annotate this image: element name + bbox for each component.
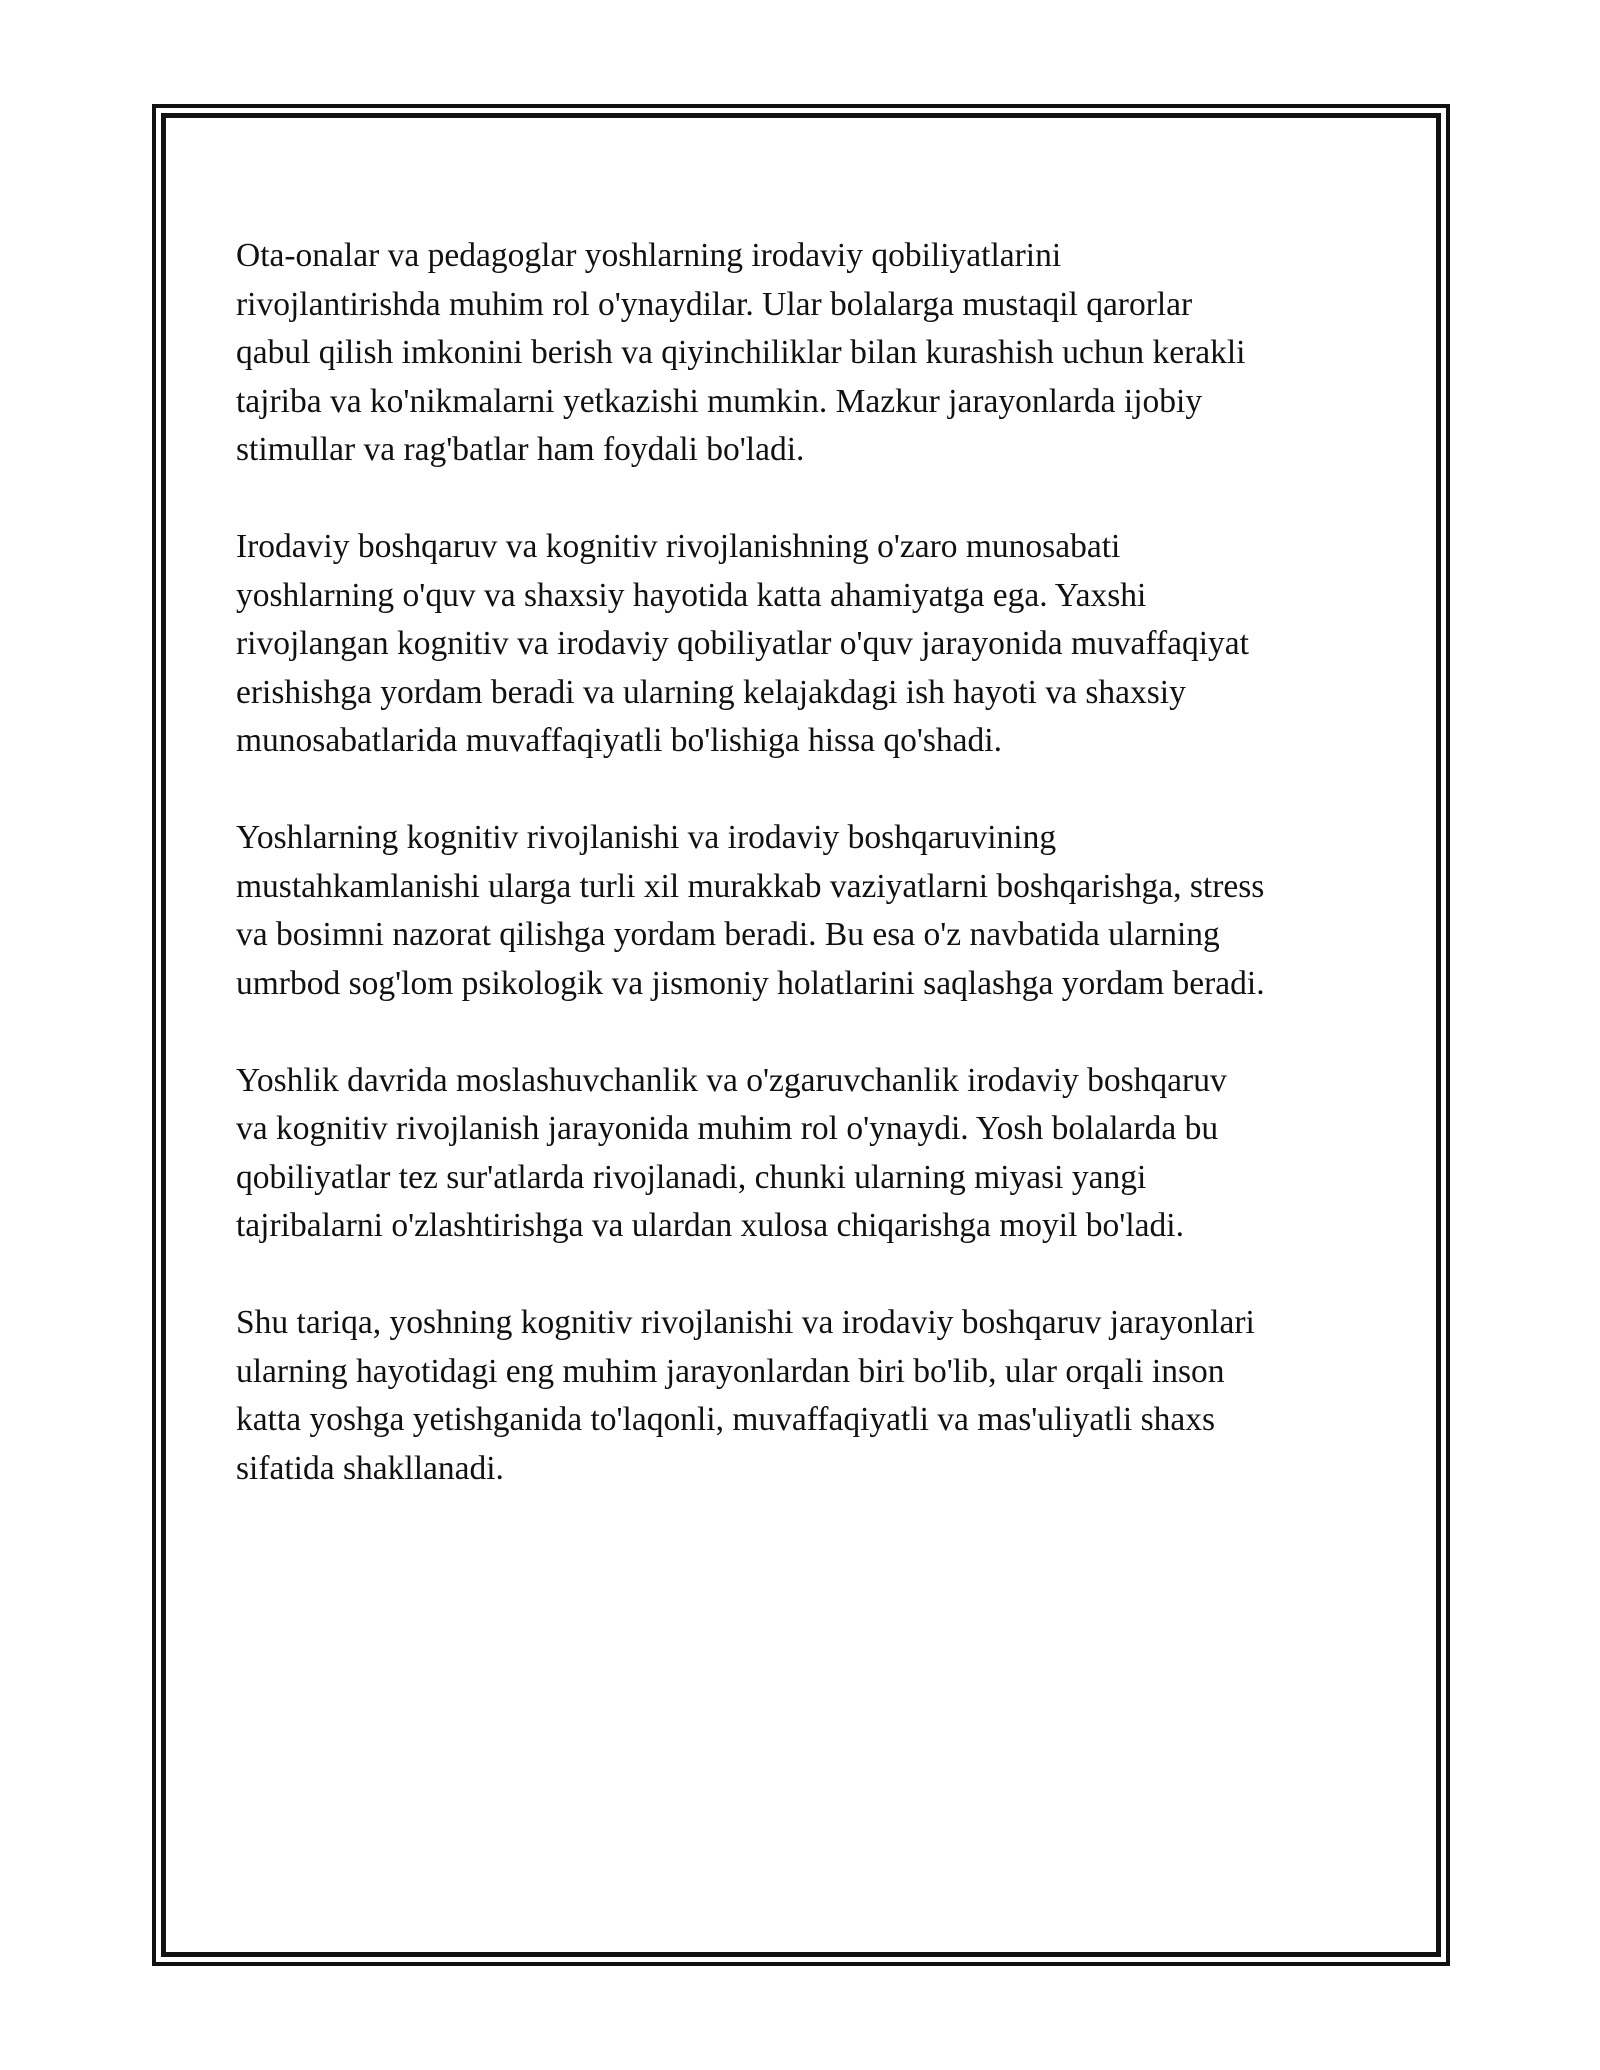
paragraph-line: Yoshlik davrida moslashuvchanlik va o'zgaruvchanlik irodaviy boshqaruv [236, 1061, 1227, 1099]
paragraph-line: rivojlantirishda muhim rol o'ynaydilar. Ular bolalarga mustaqil qarorlar [236, 285, 1193, 323]
paragraph-line: sifatida shakllanadi. [236, 1449, 504, 1487]
paragraph-line: Irodaviy boshqaruv va kognitiv rivojlanishning o'zaro munosabati [236, 528, 1121, 565]
paragraph-line: tajriba va ko'nikmalarni yetkazishi mumkin. Mazkur jarayonlarda ijobiy [236, 382, 1203, 420]
paragraph-line: erishishga yordam beradi va ularning kelajakdagi ish hayoti va shaxsiy [236, 673, 1186, 711]
paragraph-line: munosabatlarida muvaffaqiyatli bo'lishiga hissa qo'shadi. [236, 722, 1002, 759]
paragraph-3 [236, 814, 1386, 1008]
paragraph-1 [236, 232, 1386, 475]
document-body [236, 232, 1386, 1542]
paragraph-line: katta yoshga yetishganida to'laqonli, muvaffaqiyatli va mas'uliyatli shaxs [236, 1401, 1216, 1438]
paragraph-line: Ota-onalar va pedagoglar yoshlarning irodaviy qobiliyatlarini [236, 237, 1062, 274]
paragraph-line: Yoshlarning kognitiv rivojlanishi va irodaviy boshqaruvining [236, 819, 1057, 856]
paragraph-2 [236, 523, 1386, 766]
paragraph-line: va kognitiv rivojlanish jarayonida muhim rol o'ynaydi. Yosh bolalarda bu [236, 1110, 1219, 1147]
paragraph-line: qabul qilish imkonini berish va qiyinchiliklar bilan kurashish uchun kerakli [236, 334, 1246, 371]
paragraph-5 [236, 1299, 1386, 1493]
paragraph-line: tajribalarni o'zlashtirishga va ulardan xulosa chiqarishga moyil bo'ladi. [236, 1207, 1184, 1244]
paragraph-line: qobiliyatlar tez sur'atlarda rivojlanadi, chunki ularning miyasi yangi [236, 1158, 1147, 1196]
paragraph-line: stimullar va rag'batlar ham foydali bo'ladi. [236, 431, 805, 468]
paragraph-line: mustahkamlanishi ularga turli xil murakkab vaziyatlarni boshqarishga, stress [236, 867, 1265, 905]
paragraph-line: yoshlarning o'quv va shaxsiy hayotida katta ahamiyatga ega. Yaxshi [236, 576, 1147, 614]
paragraph-line: ularning hayotidagi eng muhim jarayonlardan biri bo'lib, ular orqali inson [236, 1352, 1225, 1390]
paragraph-line: umrbod sog'lom psikologik va jismoniy holatlarini saqlashga yordam beradi. [236, 964, 1265, 1002]
paragraph-line: Shu tariqa, yoshning kognitiv rivojlanishi va irodaviy boshqaruv jarayonlari [236, 1304, 1255, 1341]
paragraph-line: va bosimni nazorat qilishga yordam beradi. Bu esa o'z navbatida ularning [236, 916, 1220, 953]
paragraph-line: rivojlangan kognitiv va irodaviy qobiliyatlar o'quv jarayonida muvaffaqiyat [236, 625, 1249, 662]
paragraph-4 [236, 1057, 1386, 1251]
